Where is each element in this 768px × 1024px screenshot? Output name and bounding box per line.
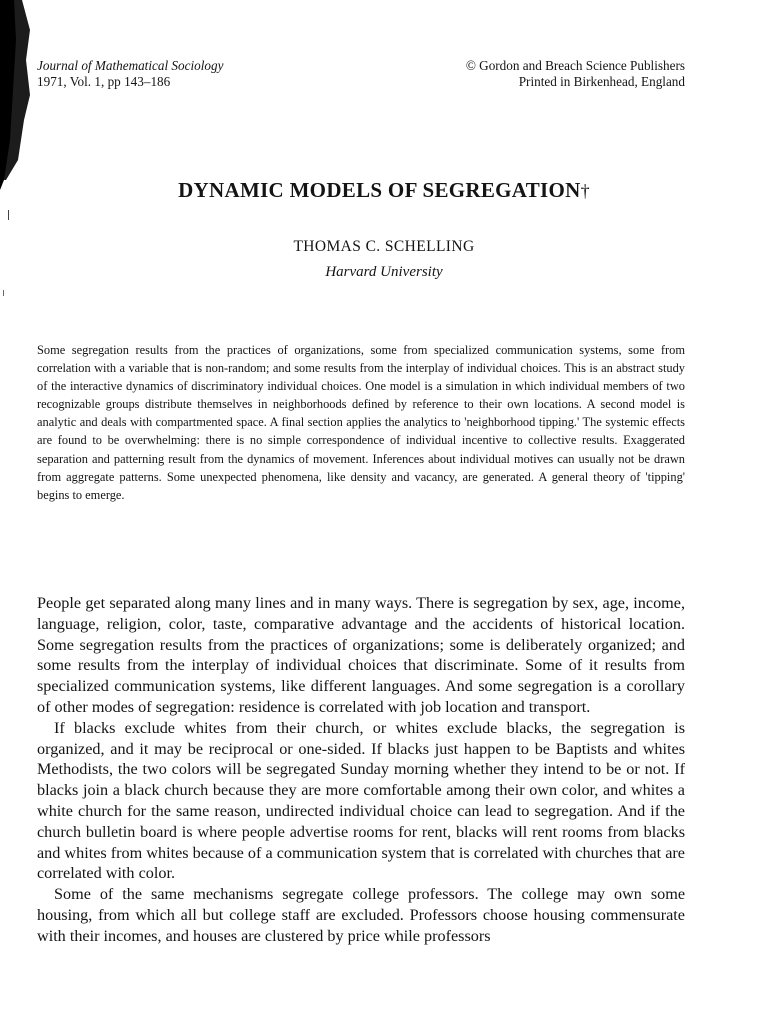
body-paragraph-1: People get separated along many lines and in many ways. There is segregation by sex, age, income, language, religion, color, taste, comparative advantage and the accidents of historical location. Some segregation results from the practices of organizations; some is deliberately organized; and some results from the interplay of individual choices that discriminate. Some of it results from specialized communication systems, like different languages. And some segregation is a corollary of other modes of segregation: residence is correlated with job location and transport. [37, 594, 685, 716]
journal-citation: 1971, Vol. 1, pp 143–186 [37, 74, 171, 89]
author-affiliation: Harvard University [325, 264, 443, 280]
printed-line: Printed in Birkenhead, England [518, 74, 685, 89]
author-name: THOMAS C. SCHELLING [293, 238, 475, 255]
body-paragraph-3: Some of the same mechanisms segregate college professors. The college may own some housing, from which all but college staff are excluded. Professors choose housing commensurate with their incomes, and houses are clustered by price while professors [37, 885, 685, 945]
paper-title-text: DYNAMIC MODELS OF SEGREGATION [178, 178, 581, 202]
publisher-line: © Gordon and Breach Science Publishers [465, 58, 685, 73]
scan-binding-shadow [0, 0, 40, 1024]
body-text [37, 593, 685, 947]
paper-title [0, 178, 768, 203]
abstract-text: Some segregation results from the practices of organizations, some from specialized communication systems, some from correlation with a variable that is non-random; and some results from the interplay of individual choices. This is an abstract study of the interactive dynamics of discriminatory individual choices. One model is a simulation in which individual members of two recognizable groups distribute themselves in neighborhoods defined by reference to their own locations. A second model is analytic and deals with compartmented space. A final section applies the analytics to 'neighborhood tipping.' The systemic effects are found to be overwhelming: there is no simple correspondence of individual incentive to collective results. Exaggerated separation and patterning result from the dynamics of movement. Inferences about individual motives can usually not be drawn from aggregate patterns. Some unexpected phenomena, like density and vacancy, are generated. A general theory of 'tipping' begins to emerge. [37, 343, 685, 502]
publisher-info [466, 58, 685, 90]
title-footnote-mark: † [580, 181, 590, 201]
journal-info [37, 58, 223, 90]
journal-name: Journal of Mathematical Sociology [37, 58, 224, 73]
abstract [37, 341, 685, 504]
body-paragraph-2: If blacks exclude whites from their church, or whites exclude blacks, the segregation is organized, and it may be reciprocal or one-sided. If blacks just happen to be Baptists and whites Methodists, the two colors will be segregated Sunday morning whether they intend to be or not. If blacks join a black church because they are more comfortable among their own color, and whites a white church for the same reason, undirected individual choice can lead to segregation. And if the church bulletin board is where people advertise rooms for rent, blacks will rent rooms from blacks and whites from whites because of a communication system that is correlated with churches that are correlated with color. [37, 718, 685, 883]
